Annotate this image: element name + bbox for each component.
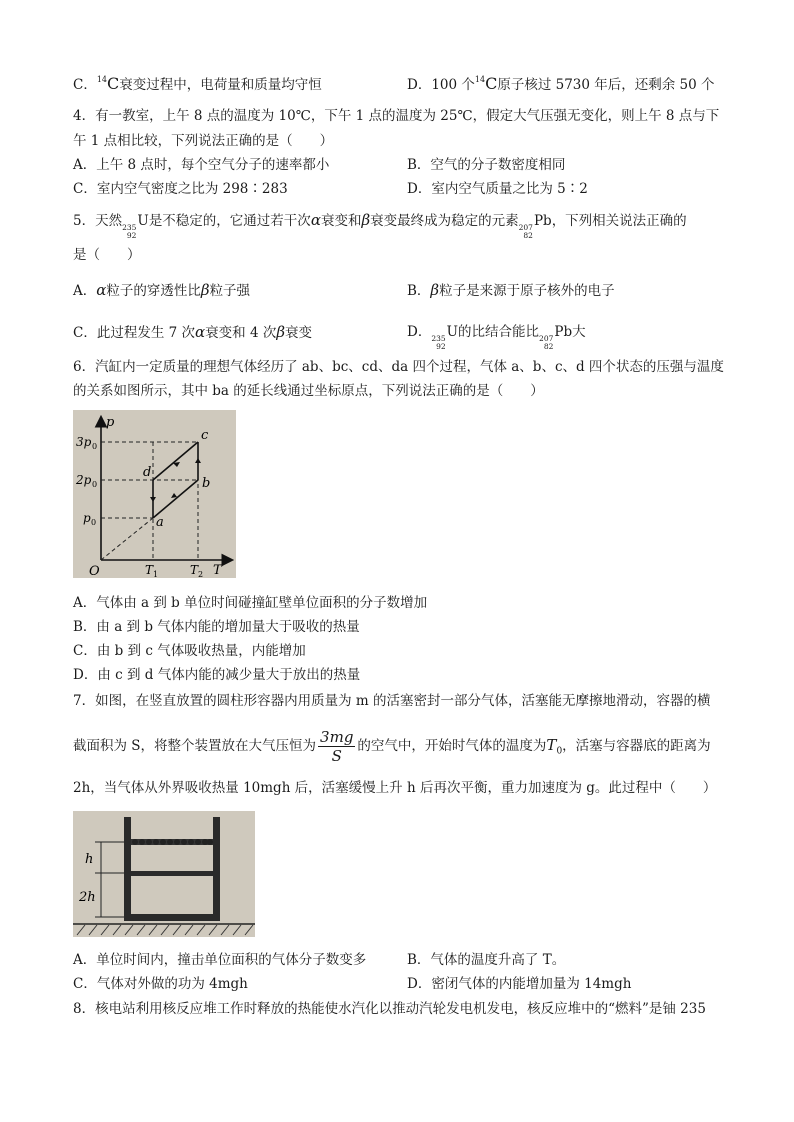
label-2h: 2h bbox=[79, 890, 96, 905]
q7-stem-line2: 截面积为 S，将整个装置放在大气压恒为 $\frac{3mg}{S}$ 的空气中，开始时气体的温度为$T_0$，活塞与容器底的距离为 bbox=[73, 728, 711, 765]
q5-option-b: B．β粒子是来源于原子核外的电子 bbox=[407, 281, 615, 299]
svg-text:2: 2 bbox=[198, 570, 204, 578]
q8-stem-line1: 8．核电站利用核反应堆工作时释放的热能使水汽化以推动汽轮发电机发电，核反应堆中的“燃料”是铀 235 bbox=[73, 1001, 706, 1017]
point-b-label: b bbox=[202, 476, 211, 491]
origin-label: O bbox=[89, 564, 100, 578]
q6-option-d: D．由 c 到 d 气体内能的减少量大于放出的热量 bbox=[73, 667, 361, 683]
q6-stem-line1: 6．汽缸内一定质量的理想气体经历了 ab、bc、cd、da 四个过程，气体 a、b、c、d 四个状态的压强与温度 bbox=[73, 359, 724, 375]
svg-text:0: 0 bbox=[91, 518, 97, 527]
tick-3p0: 3p bbox=[76, 435, 92, 449]
piston-container-figure bbox=[73, 811, 255, 937]
q4-option-b: B．空气的分子数密度相同 bbox=[407, 157, 566, 173]
q5-stem-line2: 是（ ） bbox=[73, 247, 141, 263]
q6-option-c: C．由 b 到 c 气体吸收热量，内能增加 bbox=[73, 643, 306, 659]
label-h: h bbox=[85, 852, 94, 867]
q5-option-a: A．α粒子的穿透性比β粒子强 bbox=[73, 281, 251, 299]
tick-t1: T bbox=[145, 563, 154, 577]
q5-option-d: D． 235 92 U的比结合能比 207 82 Pb大 bbox=[407, 324, 586, 351]
q4-option-a: A．上午 8 点时，每个空气分子的速率都小 bbox=[73, 157, 330, 173]
svg-text:0: 0 bbox=[92, 442, 98, 451]
q7-option-a: A．单位时间内，撞击单位面积的气体分子数变多 bbox=[73, 952, 367, 968]
q4-stem-line2: 午 1 点相比较，下列说法正确的是（ ） bbox=[73, 133, 334, 149]
t-axis-label: T bbox=[213, 563, 222, 578]
q7-option-c: C．气体对外做的功为 4mgh bbox=[73, 976, 248, 992]
q7-option-b: B．气体的温度升高了 T。 bbox=[407, 952, 566, 968]
q7-stem-line1: 7．如图，在竖直放置的圆柱形容器内用质量为 m 的活塞密封一部分气体，活塞能无摩擦地滑动，容器的横 bbox=[73, 693, 711, 709]
point-a-label: a bbox=[156, 515, 164, 530]
p-t-graph bbox=[73, 410, 236, 578]
q4-stem-line1: 4．有一教室，上午 8 点的温度为 10℃，下午 1 点的温度为 25℃，假定大气压强无变化，则上午 8 点与下 bbox=[73, 108, 720, 124]
q5-option-c: C．此过程发生 7 次α衰变和 4 次β衰变 bbox=[73, 323, 312, 341]
piston-container bbox=[73, 811, 255, 937]
point-c-label: c bbox=[201, 428, 209, 443]
q4-option-c: C．室内空气密度之比为 298∶283 bbox=[73, 181, 288, 197]
q7-stem-line3: 2h，当气体从外界吸收热量 10mgh 后，活塞缓慢上升 h 后再次平衡，重力加速度为 g。此过程中（ ） bbox=[73, 780, 717, 796]
p-axis-label: p bbox=[106, 415, 115, 430]
tick-t2: T bbox=[190, 563, 199, 577]
point-d-label: d bbox=[143, 465, 152, 480]
svg-text:1: 1 bbox=[153, 570, 159, 578]
q6-option-a: A．气体由 a 到 b 单位时间碰撞缸壁单位面积的分子数增加 bbox=[73, 595, 428, 611]
tick-2p0: 2p bbox=[76, 473, 92, 487]
tick-p0: p bbox=[83, 511, 91, 525]
q6-option-b: B．由 a 到 b 气体内能的增加量大于吸收的热量 bbox=[73, 619, 360, 635]
svg-text:0: 0 bbox=[92, 480, 98, 489]
q4-option-d: D．室内空气质量之比为 5∶2 bbox=[407, 181, 588, 197]
q3-option-c: C．$^{14}$C衰变过程中，电荷量和质量均守恒 bbox=[73, 74, 322, 93]
piston-lower bbox=[131, 871, 213, 876]
process-cd bbox=[153, 442, 198, 480]
q5-stem-line1: 5．天然 235 92 U是不稳定的，它通过若干次α衰变和β衰变最终成为稳定的元素 207 82 Pb，下列相关说法正确的 bbox=[73, 211, 687, 240]
q7-option-d: D．密闭气体的内能增加量为 14mgh bbox=[407, 976, 632, 992]
q3-option-d: D．100 个$^{14}$C原子核过 5730 年后，还剩余 50 个 bbox=[407, 74, 715, 93]
process-ab bbox=[153, 480, 198, 518]
p-t-graph-figure bbox=[73, 410, 236, 578]
q6-stem-line2: 的关系如图所示，其中 ba 的延长线通过坐标原点，下列说法正确的是（ ） bbox=[73, 383, 544, 399]
